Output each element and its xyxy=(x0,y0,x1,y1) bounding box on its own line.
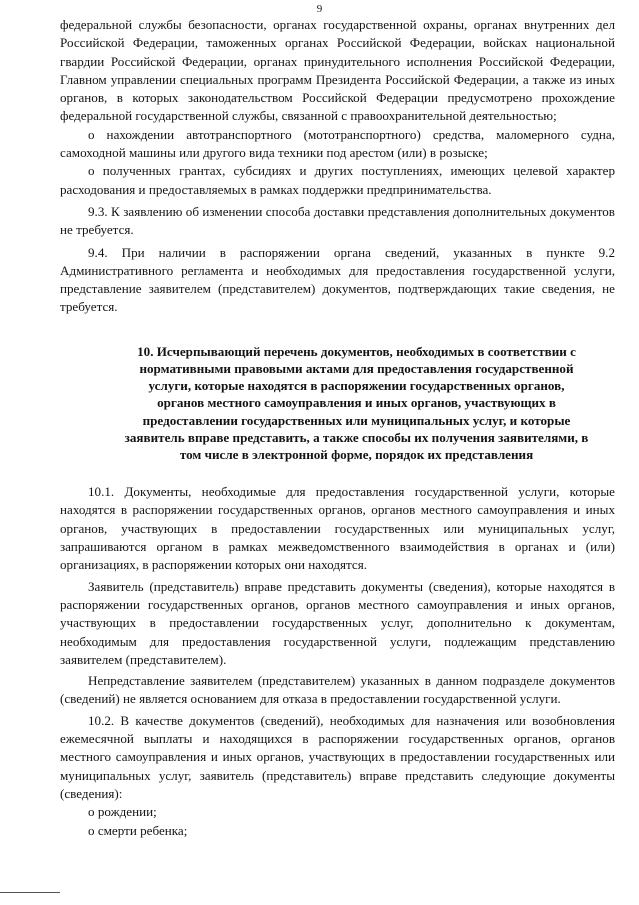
paragraph: Непредставление заявителем (представителем) указанных в данном подразделе документов (сведений) не является основанием для отказа в предоставлении государственной услуги. xyxy=(60,673,615,707)
paragraph: федеральной службы безопасности, органах государственной охраны, органах внутренних дел Российской Федерации, таможенных органах Российской Федерации, войсках национальной гвардии Российской Федерации, органах принудительного исполнения Российской Федерации, Главном управлении специальных программ Президента Российской Федерации, а также из иных органов, в которых законодательством Российской Федерации предусмотрено прохождение федеральной государственной службы, связанной с правоохранительной деятельностью; xyxy=(60,17,615,124)
list-item: о рождении; xyxy=(88,804,157,820)
paragraph: о нахождении автотранспортного (мототранспортного) средства, маломерного судна, самоходной машины или другого вида техники под арестом (или) в розыске; xyxy=(60,126,615,161)
list-item: о смерти ребенка; xyxy=(88,822,188,838)
paragraph: 10.1. Документы, необходимые для предоставления государственной услуги, которые находятся в распоряжении государственных органов, органов местного самоуправления и иных органов, участвующих в предоставлении государственных или муниципальных услуг, запрашиваются органом в рамках межведомственного взаимодействия в органах и (или) организациях, в распоряжении которых они находятся. xyxy=(60,484,615,573)
footnote-divider xyxy=(0,892,60,893)
heading-line: предоставлении государственных или муниципальных услуг, и которые xyxy=(142,412,571,428)
heading-line: том числе в электронной форме, порядок их представления xyxy=(179,446,534,462)
document-body xyxy=(60,16,615,840)
section-heading xyxy=(60,343,615,463)
heading-line: органов местного самоуправления и иных органов, участвующих в xyxy=(157,395,556,411)
paragraph: 9.4. При наличии в распоряжении органа сведений, указанных в пункте 9.2 Административного регламента и необходимых для предоставления государственной услуги, представление заявителем (представителем) документов, подтверждающих такие сведения, не требуется. xyxy=(60,244,615,315)
paragraph: 10.2. В качестве документов (сведений), необходимых для назначения или возобновления ежемесячной выплаты и находящихся в распоряжении государственных органов, органов местного самоуправления и иных органов, участвующих в предоставлении государственных или муниципальных услуг, заявитель (представитель) вправе представить следующие документы (сведения): xyxy=(60,712,615,801)
paragraph: Заявитель (представитель) вправе представить документы (сведения), которые находятся в распоряжении государственных органов, органов местного самоуправления и иных органов, участвующих в предоставлении государственных услуг, дополнительно к документам, необходимым для предоставления государственной услуги, подлежащим представлению заявителем (представителем). xyxy=(60,578,615,667)
heading-line: нормативными правовыми актами для предоставления государственной xyxy=(139,360,574,376)
heading-line: услуги, которые находятся в распоряжении государственных органов, xyxy=(148,378,565,394)
heading-line: 10. Исчерпывающий перечень документов, необходимых в соответствии с xyxy=(137,343,576,359)
heading-line: заявитель вправе представить, а также способы их получения заявителями, в xyxy=(124,429,589,445)
page-number: 9 xyxy=(316,3,323,15)
paragraph: о полученных грантах, субсидиях и других поступлениях, имеющих целевой характер расходования и предоставляемых в рамках поддержки предпринимательства. xyxy=(60,163,615,197)
paragraph: 9.3. К заявлению об изменении способа доставки представления дополнительных документов не требуется. xyxy=(60,203,615,238)
